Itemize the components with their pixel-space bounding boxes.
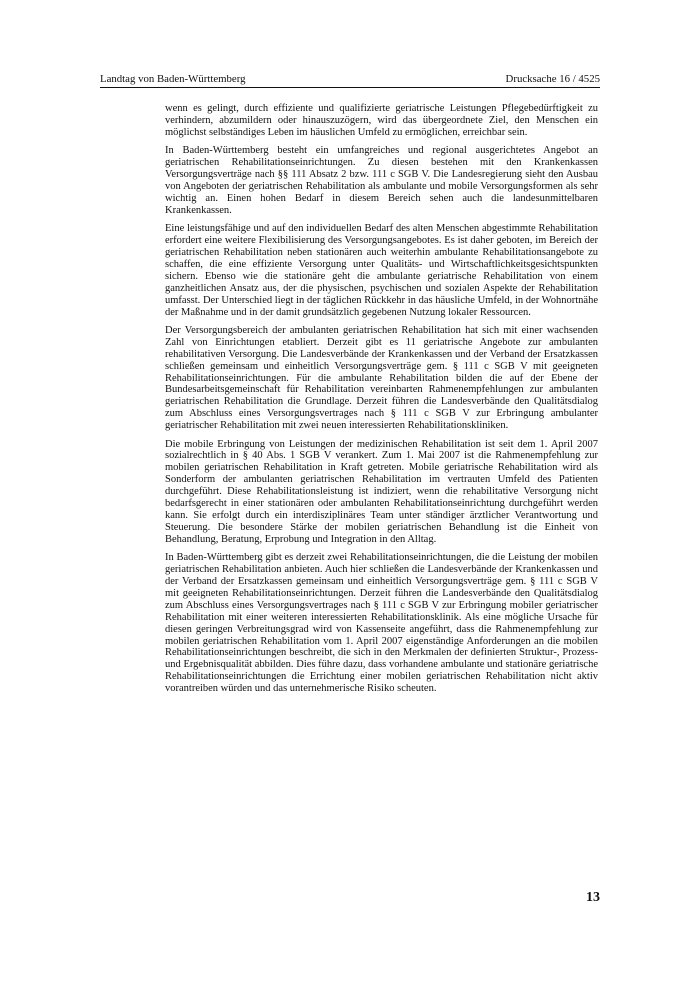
paragraph: Die mobile Erbringung von Leistungen der medizinischen Rehabilitation ist seit dem 1. April 2007 sozialrechtlich in § 40 Abs. 1 SGB V verankert. Zum 1. Mai 2007 ist die Rahmenempfehlung zur mobilen geriatrischen Rehabilitation in Kraft getreten. Mobile geriatrische Rehabilitation wird als Sonderform der ambulanten geriatrischen Rehabilitation im vertrauten Umfeld des Patienten durchgeführt. Diese Rehabilitationsleistung ist indiziert, wenn die rehabilitative Versorgung nicht bedarfsgerecht in einer stationären oder ambulanten Rehabilitationseinrichtung durchgeführt werden kann. Sie erfolgt durch ein interdisziplinäres Team unter ständiger ärztlicher Verantwortung und Steuerung. Die besondere Stärke der mobilen geriatrischen Behandlung ist die Einheit von Behandlung, Beratung, Erprobung und Integration in den Alltag.	[165, 438, 598, 545]
body-text	[165, 103, 598, 702]
paragraph: In Baden-Württemberg besteht ein umfangreiches und regional ausgerichtetes Angebot an geriatrischen Rehabilitationseinrichtungen. Zu diesen bestehen mit den Krankenkassen Versorgungsverträge nach §§ 111 Absatz 2 bzw. 111 c SGB V. Die Landesregierung sieht den Ausbau von Angeboten der geriatrischen Rehabilitation als ambulante und mobile Versorgungsformen als sehr wichtig an. Einen hohen Bedarf in diesem Bereich sehen auch die landesunmittelbaren Krankenkassen.	[165, 145, 598, 216]
header-document-number: Drucksache 16 / 4525	[505, 73, 600, 85]
page-number: 13	[586, 890, 600, 905]
paragraph: Der Versorgungsbereich der ambulanten geriatrischen Rehabilitation hat sich mit einer wachsenden Zahl von Einrichtungen etabliert. Derzeit gibt es 11 geriatrische Angebote zur ambulanten rehabilitativen Versorgung. Die Landesverbände der Krankenkassen und der Verband der Ersatzkassen schließen gemeinsam und einheitlich Versorgungsverträge gem. § 111 c SGB V mit geeigneten Rehabilitationseinrichtungen. Für die ambulante Rehabilitation bilden die auf der Ebene der Bundesarbeitsgemeinschaft für Rehabilitation vereinbarten Rahmenempfehlungen zur ambulanten geriatrischen Rehabilitation die Grundlage. Derzeit führen die Landesverbände den Qualitätsdialog zum Abschluss eines Versorgungsvertrages nach § 111 c SGB V zur Erbringung ambulanter geriatrischer Rehabilitation mit zwei neuen interessierten Rehabilitationskliniken.	[165, 324, 598, 432]
paragraph: Eine leistungsfähige und auf den individuellen Bedarf des alten Menschen abgestimmte Rehabilitation erfordert eine weitere Flexibilisierung des Versorgungsangebotes. Es ist daher geboten, im Bereich der geriatrischen Rehabilitation neben stationären auch weiterhin ambulante Rehabilitationsangebote zu schaffen, die eine effiziente Versorgung unter Qualitäts- und Wirtschaftlichkeitsgesichtspunkten sichern. Ebenso wie die stationäre geht die ambulante geriatrische Rehabilitation von einem ganzheitlichen Ansatz aus, der die physischen, psychischen und sozialen Aspekte der Rehabilitation umfasst. Der Unterschied liegt in der täglichen Rückkehr in das häusliche Umfeld, in der Wohnortnähe der Maßnahme und in der damit grundsätzlich gegebenen Nutzung lokaler Ressourcen.	[165, 223, 598, 318]
page-header	[100, 72, 600, 86]
header-rule	[100, 87, 600, 88]
header-publisher: Landtag von Baden-Württemberg	[100, 73, 246, 85]
paragraph: In Baden-Württemberg gibt es derzeit zwei Rehabilitationseinrichtungen, die die Leistung der mobilen geriatrischen Rehabilitation anbieten. Auch hier schließen die Landesverbände der Krankenkassen und der Verband der Ersatzkassen gemeinsam und einheitlich Versorgungsverträge gem. § 111 c SGB V mit geeigneten Rehabilitationseinrichtungen. Derzeit führen die Landesverbände den Qualitätsdialog zum Abschluss eines Versorgungsvertrages nach § 111 c SGB V zur Erbringung mobiler geriatrischer Rehabilitation mit einer weiteren interessierten Rehabilitationsklinik. Als eine mögliche Ursache für diesen geringen Verbreitungsgrad wird von Kassenseite angeführt, dass die Rahmenempfehlung zur mobilen geriatrischen Rehabilitation vom 1. April 2007 eigenständige Anforderungen an die mobilen Rehabilitationseinrichtungen beschreibt, die sich in den Merkmalen der definierten Struktur-, Prozess- und Ergebnisqualität abbilden. Dies führe dazu, dass vorhandene ambulante und stationäre geriatrische Rehabilitationseinrichtungen die Errichtung einer mobilen geriatrischen Rehabilitation nicht aktiv vorantreiben würden und das unternehmerische Risiko scheuten.	[165, 552, 598, 695]
paragraph: wenn es gelingt, durch effiziente und qualifizierte geriatrische Leistungen Pflegebedürftigkeit zu verhindern, abzumildern oder hinauszuzögern, wird das übergeordnete Ziel, den Menschen ein möglichst selbständiges Leben im häuslichen Umfeld zu ermöglichen, erreichbar sein.	[165, 103, 598, 138]
